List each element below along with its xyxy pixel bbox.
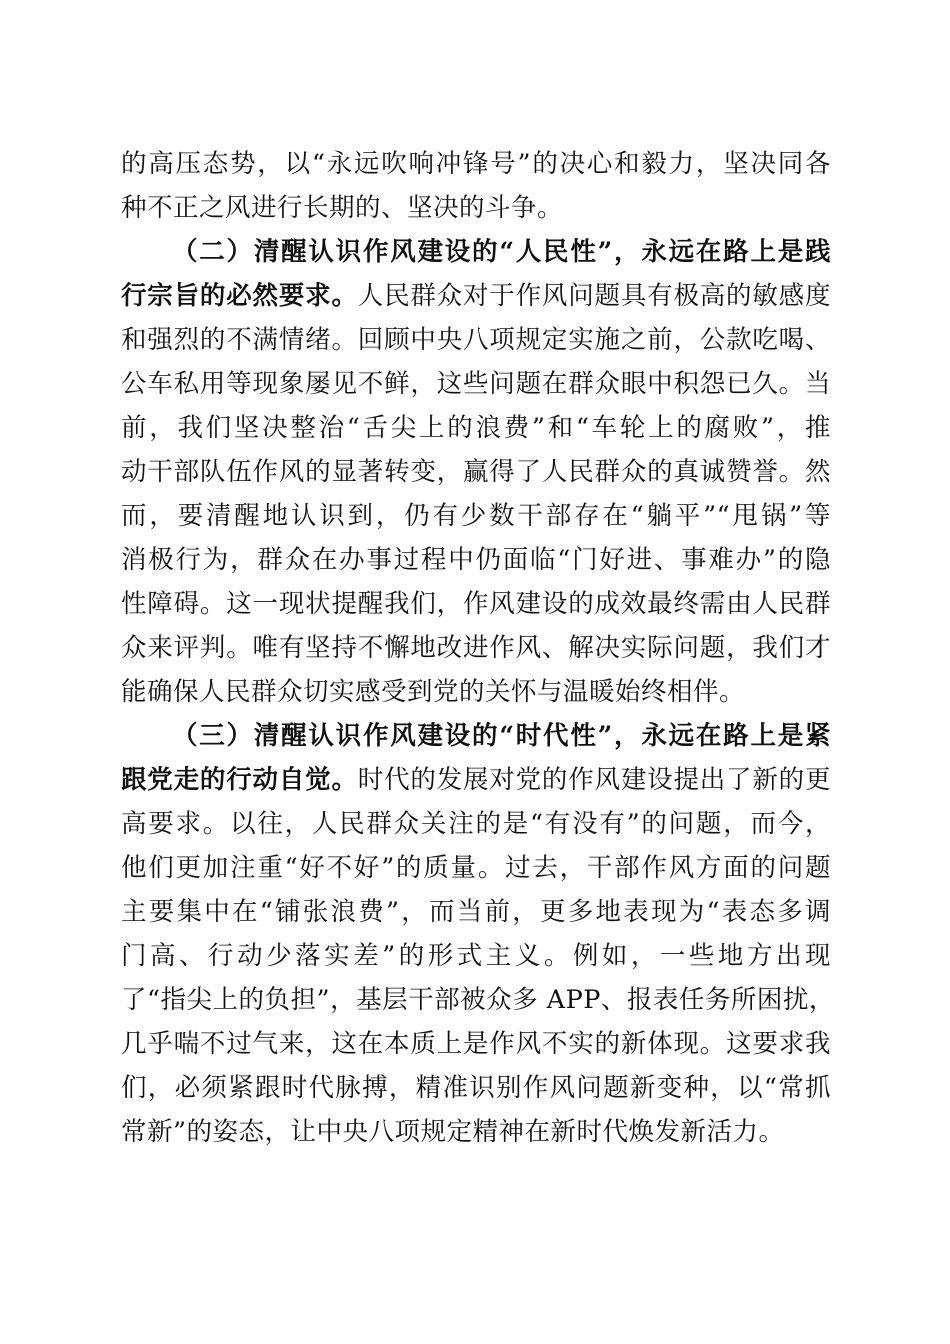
text-line: [121, 760, 831, 800]
text-line: [121, 980, 835, 1020]
line-text: 他们更加注重“好不好”的质量。过去，干部作风方面的问题: [121, 853, 831, 883]
text-line: [121, 1112, 831, 1152]
text-line: [121, 408, 831, 448]
line-text: 的高压态势，以“永远吹响冲锋号”的决心和毅力，坚决同各: [121, 149, 831, 179]
line-text: 常新”的姿态，让中央八项规定精神在新时代焕发新活力。: [121, 1117, 785, 1147]
text-line: [121, 276, 831, 316]
line-text: 公车私用等现象屡见不鲜，这些问题在群众眼中积怨已久。当: [121, 369, 831, 399]
line-text: 前，我们坚决整治“舌尖上的浪费”和“车轮上的腐败”，推: [121, 413, 831, 443]
line-text: 而，要清醒地认识到，仍有少数干部存在“躺平”“甩锅”等: [121, 501, 831, 531]
line-text: 能确保人民群众切实感受到党的关怀与温暖始终相伴。: [121, 677, 746, 707]
section-heading: [172, 232, 831, 272]
text-line: [121, 1068, 831, 1108]
line-text: 众来评判。唯有坚持不懈地改进作风、解决实际问题，我们才: [121, 633, 831, 663]
line-text: 种不正之风进行长期的、坚决的斗争。: [121, 193, 564, 223]
text-line: [121, 628, 831, 668]
text-line: [121, 672, 831, 712]
heading-text: 行宗旨的必然要求。: [121, 281, 358, 311]
text-line: [121, 848, 831, 888]
line-text: 动干部队伍作风的显著转变，赢得了人民群众的真诚赞誉。然: [121, 457, 831, 487]
line-text: 和强烈的不满情绪。回顾中央八项规定实施之前，公款吃喝、: [121, 325, 831, 355]
text-line: [121, 804, 831, 844]
line-text: 门高、行动少落实差”的形式主义。例如，一些地方出现: [121, 941, 831, 971]
line-text: 性障碍。这一现状提醒我们，作风建设的成效最终需由人民群: [121, 589, 831, 619]
text-line: [121, 452, 831, 492]
text-line: [121, 936, 831, 976]
text-line: [121, 188, 831, 228]
line-text: 们，必须紧跟时代脉搏，精准识别作风问题新变种，以“常抓: [121, 1073, 831, 1103]
text-line: [121, 584, 831, 624]
line-text: 人民群众对于作风问题具有极高的敏感度: [357, 281, 831, 311]
text-line: [121, 320, 831, 360]
text-line: [121, 892, 831, 932]
text-line: [121, 144, 831, 184]
section-heading: [172, 716, 831, 756]
line-text: 消极行为，群众在办事过程中仍面临“门好进、事难办”的隐: [121, 545, 831, 575]
text-line: [121, 1024, 831, 1064]
line-text: 几乎喘不过气来，这在本质上是作风不实的新体现。这要求我: [121, 1029, 831, 1059]
text-line: [121, 496, 831, 536]
line-text: 了“指尖上的负担”，基层干部被众多 APP、报表任务所困扰，: [121, 985, 835, 1015]
line-text: 主要集中在“铺张浪费”，而当前，更多地表现为“表态多调: [121, 897, 831, 927]
line-text: 时代的发展对党的作风建设提出了新的更: [357, 765, 831, 795]
heading-text: （二）清醒认识作风建设的“人民性”，永远在路上是践: [172, 237, 831, 267]
heading-text: 跟党走的行动自觉。: [121, 765, 358, 795]
text-line: [121, 540, 831, 580]
heading-text: （三）清醒认识作风建设的“时代性”，永远在路上是紧: [172, 721, 831, 751]
line-text: 高要求。以往，人民群众关注的是“有没有”的问题，而今，: [121, 809, 831, 839]
text-line: [121, 364, 831, 404]
